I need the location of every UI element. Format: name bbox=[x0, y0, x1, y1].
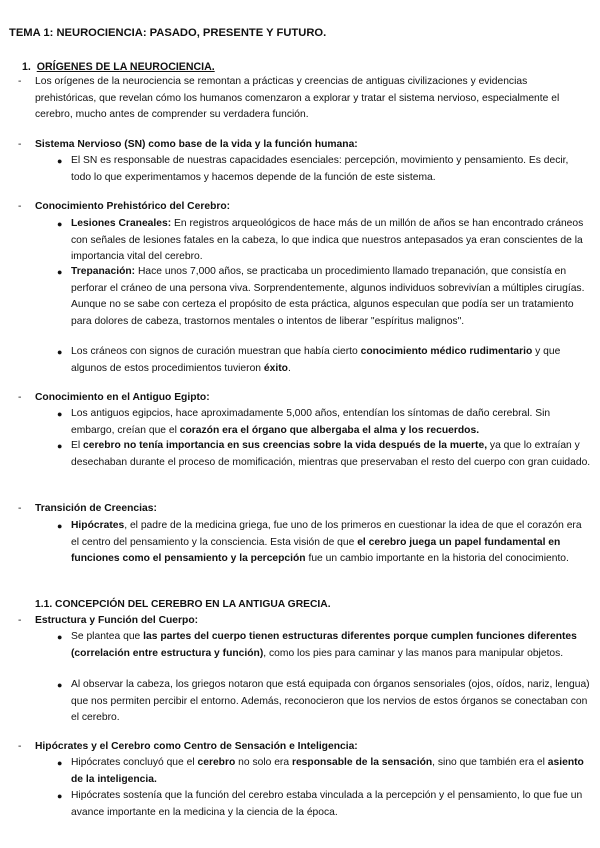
egypt-bullet-heart bbox=[71, 406, 591, 439]
hip-text-b: no solo era bbox=[235, 757, 292, 768]
bullet-marker: ● bbox=[57, 791, 63, 801]
transition-heading bbox=[35, 501, 591, 518]
prehist-bullet-lesions bbox=[71, 216, 591, 266]
dash-marker: - bbox=[18, 503, 22, 514]
sn-heading-text: Sistema Nervioso (SN) como base de la vida y la función humana: bbox=[35, 139, 358, 150]
bullet-marker: ● bbox=[57, 521, 63, 531]
healing-text-c: . bbox=[287, 362, 291, 374]
bullet-marker: ● bbox=[57, 632, 63, 642]
hip-bold-b: responsable de la sensación bbox=[291, 757, 433, 768]
structure-text-b: , como los pies para caminar y las manos para manipular objetos. bbox=[263, 647, 564, 659]
egypt-heading-text: Conocimiento en el Antiguo Egipto: bbox=[35, 392, 210, 403]
subsection-heading: 1.1. CONCEPCIÓN DEL CEREBRO EN LA ANTIGUA GRECIA. bbox=[35, 599, 331, 610]
transition-text-a: , el padre de la medicina griega, fue uno de los primeros en cuestionar la idea de que el corazón era el centro del pensamiento y la consciencia. Esta visión de que bbox=[71, 520, 582, 548]
prehist-heading bbox=[35, 199, 591, 216]
sn-heading bbox=[35, 137, 591, 154]
bullet-marker: ● bbox=[57, 680, 63, 690]
dash-marker: - bbox=[18, 201, 22, 212]
sn-bullet: El SN es responsable de nuestras capacidades esenciales: percepción, movimiento y pensamiento. Es decir, todo lo que experimentamos y hacemos depende de la función de este sistema. bbox=[71, 155, 569, 183]
healing-bold-b: éxito bbox=[263, 362, 288, 374]
dash-marker: - bbox=[18, 392, 22, 403]
bullet-marker: ● bbox=[57, 267, 63, 277]
bullet-marker: ● bbox=[57, 409, 63, 419]
dash-marker: - bbox=[18, 615, 22, 626]
hippocrates-heading bbox=[35, 739, 591, 756]
structure-bullet bbox=[71, 629, 591, 662]
dash-marker: - bbox=[18, 139, 22, 150]
transition-heading-text: Transición de Creencias: bbox=[35, 503, 157, 514]
heart-text: Los antiguos egipcios, hace aproximadamente 5,000 años, entendían los síntomas de daño cerebral. Sin embargo, creían que el bbox=[71, 408, 551, 436]
hip-bold-c: asiento de la inteligencia. bbox=[71, 757, 584, 785]
transition-text-b: fue un cambio importante en la historia del conocimiento. bbox=[305, 553, 569, 565]
section-title: ORÍGENES DE LA NEUROCIENCIA. bbox=[36, 61, 215, 73]
hippocrates-bold: Hipócrates bbox=[71, 520, 125, 531]
dash-marker: - bbox=[18, 741, 22, 752]
heart-bold: corazón era el órgano que albergaba el alma y los recuerdos. bbox=[179, 424, 480, 436]
egypt-bullet-brain bbox=[71, 438, 591, 471]
healing-text-a: Los cráneos con signos de curación muestran que había cierto bbox=[71, 346, 361, 357]
transition-bullet bbox=[71, 518, 591, 568]
trepanation-label: Trepanación: bbox=[71, 266, 136, 277]
bullet-marker: ● bbox=[57, 758, 63, 768]
bullet-marker: ● bbox=[57, 347, 63, 357]
document-title: TEMA 1: NEUROCIENCIA: PASADO, PRESENTE Y FUTURO. bbox=[9, 27, 327, 39]
lesions-text: En registros arqueológicos de hace más de un millón de años se han encontrado cráneos con señales de lesiones fatales en la cabeza, lo que indica que nuestros antepasados ya eran conscientes de la importancia vital del cerebro. bbox=[71, 218, 584, 263]
intro-paragraph: Los orígenes de la neurociencia se remontan a prácticas y creencias de antiguas civilizaciones y evidencias prehistóricas, que revelan cómo los humanos comenzaron a explorar y tratar el sistema nervioso, especialmente el cerebro, mucho antes de comprender su verdadera función. bbox=[35, 76, 560, 121]
lesions-label: Lesiones Craneales: bbox=[71, 218, 172, 229]
hippocrates-bullet-function: Hipócrates sostenía que la función del cerebro estaba vinculada a la percepción y el pensamiento, lo que fue un avance importante en la medicina y la ciencia de la época. bbox=[71, 790, 583, 818]
prehist-bullet-trepanation bbox=[71, 264, 591, 330]
dash-marker: - bbox=[18, 76, 22, 87]
hip-text-a: Hipócrates concluyó que el bbox=[71, 757, 198, 768]
bullet-marker: ● bbox=[57, 441, 63, 451]
trepanation-text: Hace unos 7,000 años, se practicaba un procedimiento llamado trepanación, que consistía en perforar el cráneo de una persona viva. Sorprendentemente, algunos individuos sobrevivían a múltiples cirugías. Aunque no se sabe con certeza el propósito de esta práctica, algunos especulan que podía ser un tratamiento para dolores de cabeza, trastornos mentales o intentos de liberar "espíritus malignos". bbox=[71, 266, 585, 327]
egypt-heading bbox=[35, 390, 591, 407]
transition-bold: el cerebro juega un papel fundamental en funciones como el pensamiento y la percepción bbox=[71, 536, 561, 565]
hip-bold-a: cerebro bbox=[197, 757, 236, 768]
hippocrates-heading-text: Hipócrates y el Cerebro como Centro de Sensación e Inteligencia: bbox=[35, 741, 358, 752]
brain-text-b: ya que lo extraían y desechaban durante el proceso de momificación, mientras que preservaban el resto del cuerpo con gran cuidado. bbox=[71, 440, 591, 468]
section-number: 1. bbox=[22, 61, 31, 73]
prehist-bullet-healing bbox=[71, 344, 591, 377]
bullet-marker: ● bbox=[57, 156, 63, 166]
structure-heading-text: Estructura y Función del Cuerpo: bbox=[35, 615, 199, 626]
structure-heading bbox=[35, 613, 591, 630]
structure-bold: las partes del cuerpo tienen estructuras diferentes porque cumplen funciones diferentes (correlación entre estructura y función) bbox=[71, 631, 577, 659]
healing-text-b: y que algunos de estos procedimientos tuvieron bbox=[71, 346, 561, 374]
prehist-heading-text: Conocimiento Prehistórico del Cerebro: bbox=[35, 201, 231, 212]
bullet-marker: ● bbox=[57, 219, 63, 229]
hippocrates-bullet-brain bbox=[71, 755, 591, 788]
brain-text-a: El bbox=[71, 440, 84, 451]
structure-text-a: Se plantea que bbox=[71, 631, 144, 642]
brain-bold: cerebro no tenía importancia en sus creencias sobre la vida después de la muerte, bbox=[83, 440, 488, 451]
healing-bold-a: conocimiento médico rudimentario bbox=[360, 346, 533, 357]
senses-bullet: Al observar la cabeza, los griegos notaron que está equipada con órganos sensoriales (ojos, oídos, nariz, lengua) que nos permiten percibir el entorno. Además, reconocieron que los nervios de estos órganos se conectaban con el cerebro. bbox=[71, 679, 590, 724]
hip-text-c: , sino que también era el bbox=[432, 757, 548, 768]
